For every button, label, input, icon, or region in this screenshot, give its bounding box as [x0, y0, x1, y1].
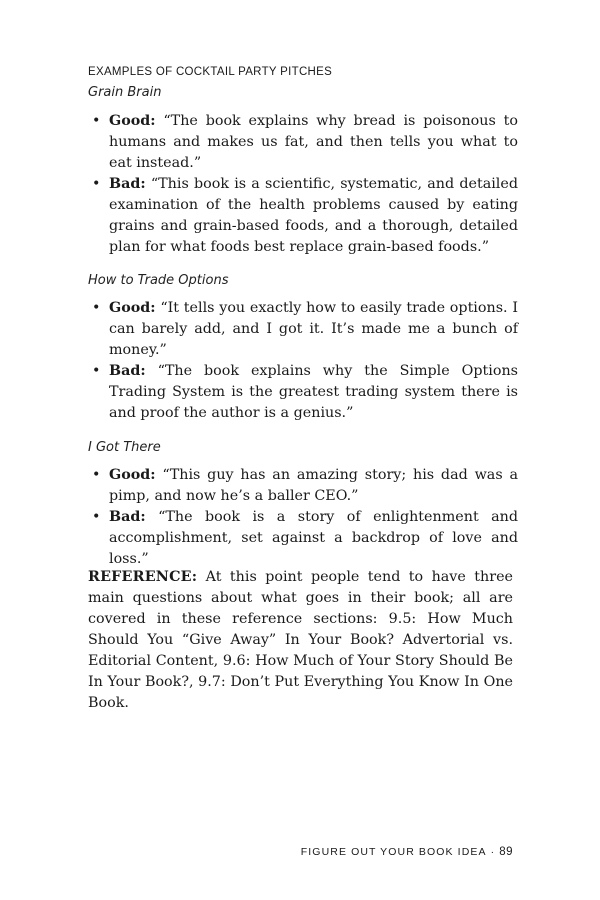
bullet-icon: • — [92, 467, 101, 483]
good-pitch-text: “The book explains why bread is poisonous to humans and makes us fat, and then tells you what to eat instead.” — [109, 113, 518, 171]
page-number: 89 — [499, 846, 513, 858]
good-label: Good: — [109, 113, 156, 129]
list-item — [88, 465, 518, 507]
bad-pitch-text: “The book explains why the Simple Options Trading System is the greatest trading system there is and proof the author is a genius.” — [109, 363, 518, 421]
list-item — [88, 174, 518, 258]
good-pitch-text: “This guy has an amazing story; his dad was a pimp, and now he’s a baller CEO.” — [109, 467, 519, 504]
reference-label: REFERENCE: — [88, 569, 198, 585]
pitch-title-i-got-there: I Got There — [88, 440, 161, 455]
footer-chapter-title: FIGURE OUT YOUR BOOK IDEA — [300, 846, 487, 858]
list-item — [88, 298, 518, 361]
pitch-title-grain-brain: Grain Brain — [88, 85, 162, 100]
reference-paragraph — [88, 567, 513, 714]
good-label: Good: — [109, 300, 156, 316]
bullet-icon: • — [92, 113, 101, 129]
bullet-icon: • — [92, 509, 101, 525]
good-label: Good: — [109, 467, 156, 483]
bad-label: Bad: — [109, 363, 146, 379]
list-item — [88, 361, 518, 424]
section-heading: EXAMPLES OF COCKTAIL PARTY PITCHES — [88, 66, 333, 78]
bad-pitch-text: “This book is a scientific, systematic, and detailed examination of the health problems caused by eating grains and grain-based foods, and a thorough, detailed plan for what foods best replace grain-based foods.” — [109, 176, 518, 255]
pitch-list-grain-brain — [88, 111, 518, 258]
footer-separator: · — [490, 846, 496, 858]
bad-label: Bad: — [109, 176, 146, 192]
bad-label: Bad: — [109, 509, 146, 525]
good-pitch-text: “It tells you exactly how to easily trade options. I can barely add, and I got it. It’s made me a bunch of money.” — [109, 300, 518, 358]
pitch-title-trade-options: How to Trade Options — [88, 273, 229, 288]
list-item — [88, 111, 518, 174]
bullet-icon: • — [92, 300, 101, 316]
pitch-list-trade-options — [88, 298, 518, 424]
pitch-list-i-got-there — [88, 465, 518, 570]
bullet-icon: • — [92, 176, 101, 192]
list-item — [88, 507, 518, 570]
reference-text: At this point people tend to have three main questions about what goes in their book; all are covered in these reference sections: 9.5: How Much Should You “Give Away” In Your Book? Advertorial vs. Editorial Content, 9.6: How Much of Your Story Should Be In Your Book?, 9.7: Don’t Put Everything You Know In One Book. — [88, 569, 513, 711]
running-footer — [301, 846, 513, 858]
bullet-icon: • — [92, 363, 101, 379]
bad-pitch-text: “The book is a story of enlightenment and accomplishment, set against a backdrop of love and loss.” — [109, 509, 518, 567]
